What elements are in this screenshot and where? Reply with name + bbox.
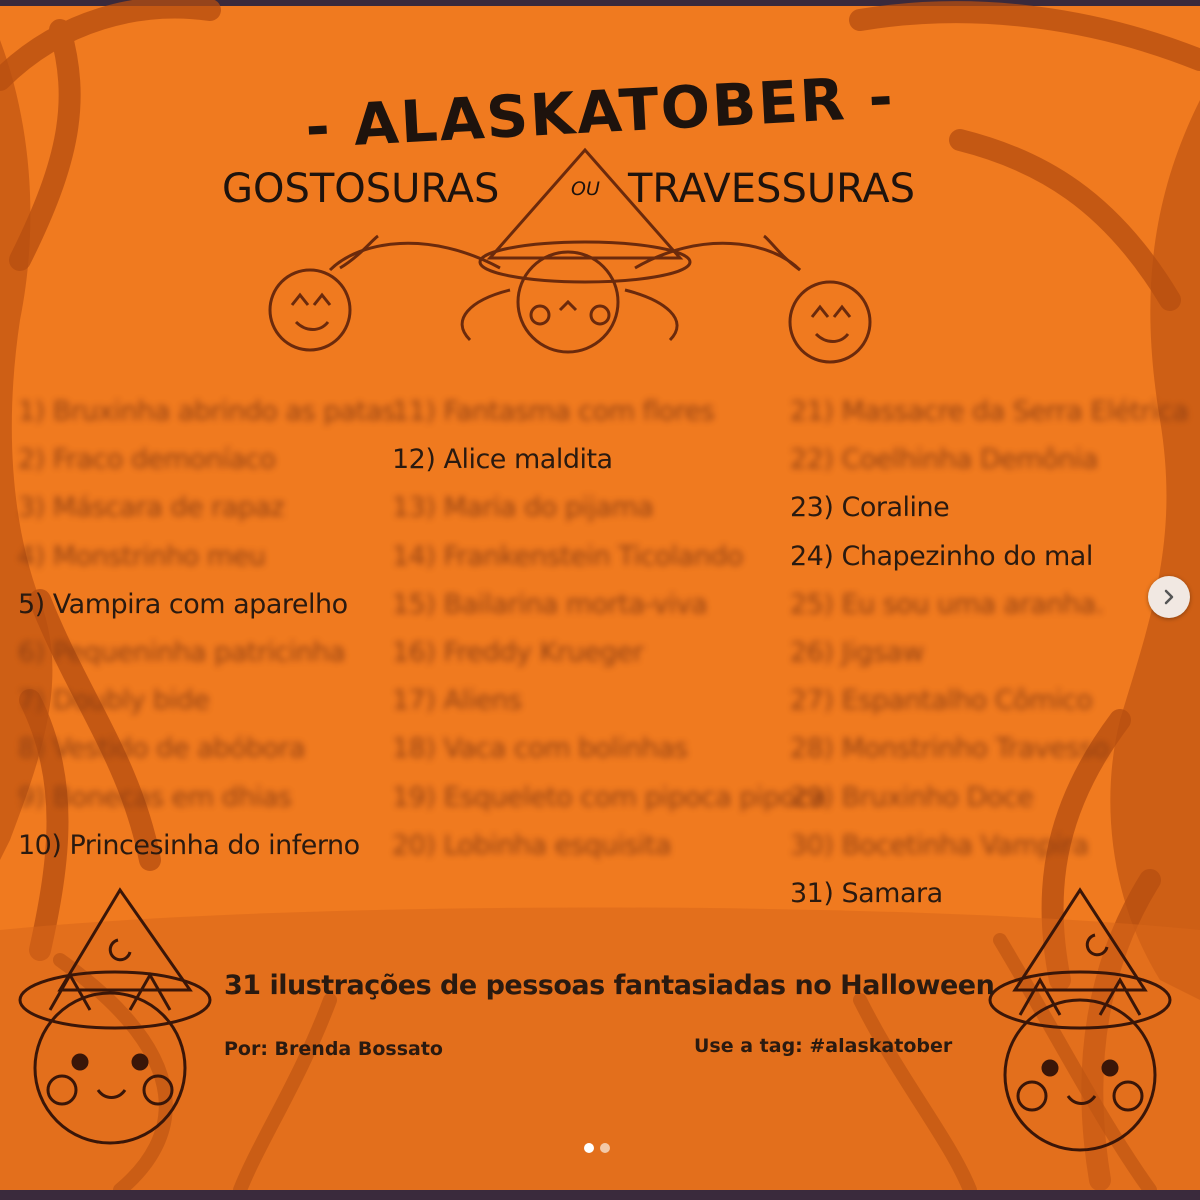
- subtitle-left: GOSTOSURAS: [222, 166, 500, 212]
- subtitle-right: TRAVESSURAS: [628, 166, 916, 212]
- list-column-3: [790, 390, 1200, 920]
- list-item: 12) Alice maldita: [392, 444, 613, 476]
- list-item: 1) Bruxinha abrindo as patas: [18, 396, 396, 427]
- list-item: 26) Jigsaw: [790, 636, 924, 668]
- list-item: 23) Coraline: [790, 492, 950, 524]
- list-item: 7) Doubly bide: [18, 685, 210, 717]
- chevron-right-icon: [1161, 589, 1177, 605]
- list-item: 30) Bocetinha Vampira: [790, 829, 1089, 861]
- list-item: 9) Bonecas em dhias: [18, 781, 292, 813]
- list-item: 2) Fraco demoníaco: [18, 444, 276, 476]
- list-item: 21) Massacre da Serra Elétrica: [790, 396, 1189, 427]
- list-item: 18) Vaca com bolinhas: [392, 733, 688, 765]
- list-item: 15) Bailarina morta-viva: [392, 588, 708, 620]
- hashtag: Use a tag: #alaskatober: [694, 1035, 953, 1057]
- list-column-2: [392, 390, 826, 872]
- tagline: 31 ilustrações de pessoas fantasiadas no Halloween: [224, 970, 995, 1001]
- next-button[interactable]: [1148, 576, 1190, 618]
- list-item: 10) Princesinha do inferno: [18, 829, 360, 861]
- list-item: 24) Chapezinho do mal: [790, 540, 1093, 572]
- list-item: 4) Monstrinho meu: [18, 540, 266, 572]
- list-item: 17) Aliens: [392, 685, 522, 717]
- list-item: 11) Fantasma com flores: [392, 396, 715, 427]
- page-title: - ALASKATOBER -: [303, 62, 897, 162]
- list-column-1: [18, 390, 398, 872]
- list-item: 28) Monstrinho Travesso: [790, 733, 1109, 765]
- carousel-dot[interactable]: [600, 1143, 610, 1153]
- bottom-border: [0, 1190, 1200, 1200]
- list-item: 5) Vampira com aparelho: [18, 588, 348, 620]
- author-credit: Por: Brenda Bossato: [224, 1038, 443, 1060]
- list-item: 31) Samara: [790, 877, 943, 909]
- carousel-dot[interactable]: [584, 1143, 594, 1153]
- list-item: 8) Vestido de abóbora: [18, 733, 306, 765]
- list-item: 25) Eu sou uma aranha.: [790, 588, 1104, 620]
- list-item: 6) Pequeninha patricinha: [18, 636, 346, 668]
- list-item: 27) Espantalho Cômico: [790, 685, 1093, 717]
- list-item: 22) Coelhinha Demônia: [790, 444, 1098, 476]
- list-item: 14) Frankenstein Ticolando: [392, 540, 743, 572]
- list-item: 20) Lobinha esquisita: [392, 829, 672, 861]
- list-item: 19) Esqueleto com pipoca pipoca: [392, 781, 826, 813]
- list-item: 13) Maria do pijama: [392, 492, 654, 524]
- list-item: 29) Bruxinho Doce: [790, 781, 1034, 813]
- subtitle-ou: OU: [571, 178, 600, 200]
- carousel-dots: [584, 1143, 610, 1153]
- list-item: 16) Freddy Krueger: [392, 636, 644, 668]
- list-item: 3) Máscara de rapaz: [18, 492, 285, 524]
